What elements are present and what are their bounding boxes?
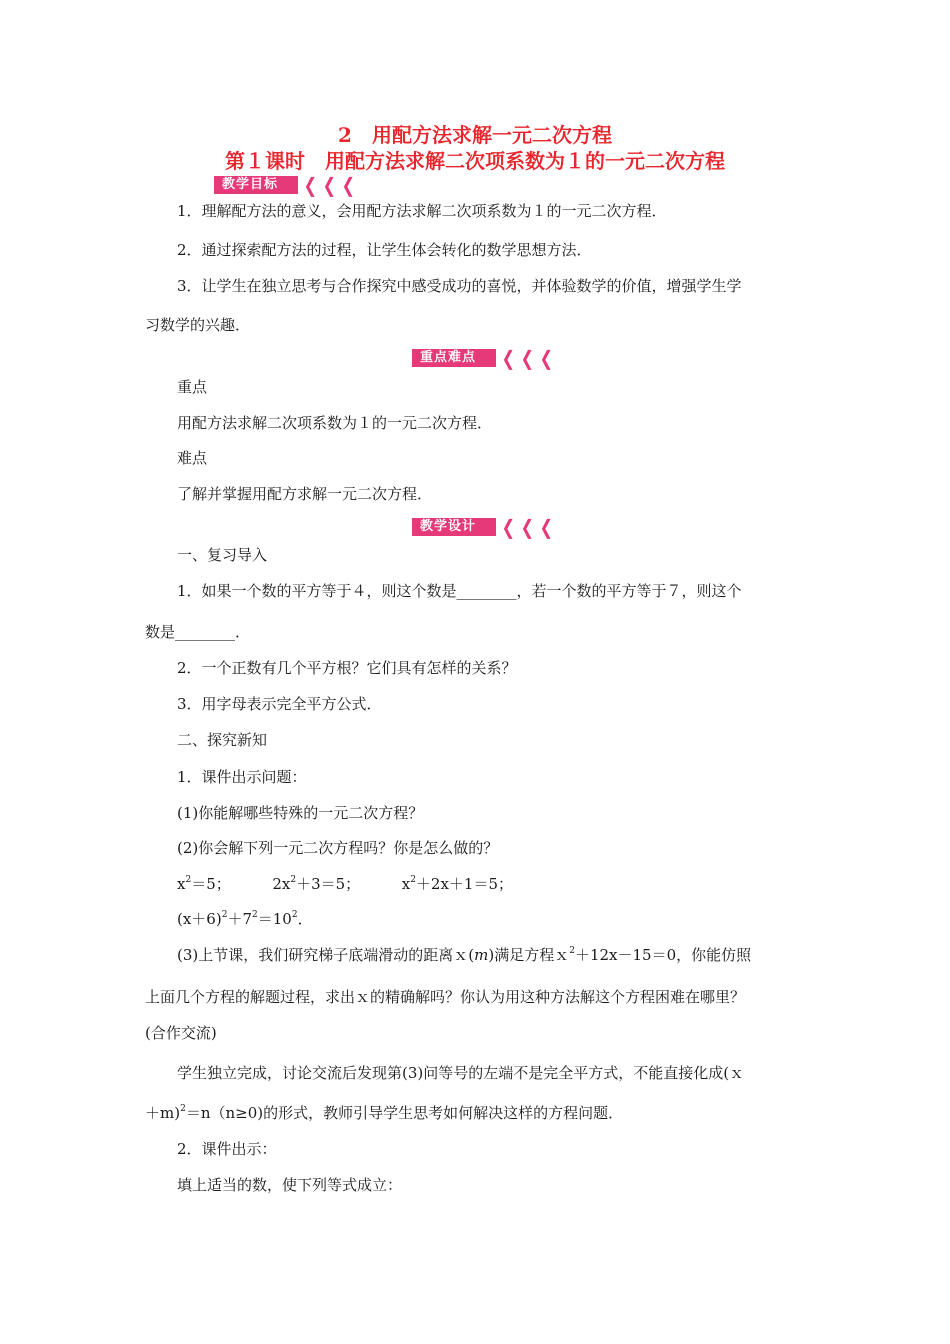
section-badge-key [412,347,556,369]
section-badge-goals [214,174,358,196]
chevrons-icon: ❮ ❮ ❮ [501,515,553,539]
section-badge-design [412,516,556,538]
explore-item-1-3-line-3: (合作交流) [145,1024,217,1042]
explore-item-1-1: (1)你能解哪些特殊的一元二次方程？ [177,804,424,822]
explore-item-2-1: 填上适当的数，使下列等式成立： [177,1176,403,1194]
section-label: 教学目标 [214,176,298,194]
section-label: 重点难点 [412,349,496,367]
chevrons-icon: ❮ ❮ ❮ [303,173,355,197]
goal-3-line-2: 习数学的兴趣． [145,316,251,334]
question-2: 2．一个正数有几个平方根？它们具有怎样的关系？ [177,659,517,677]
equation-3: $x^2+2x+1=5$； [401,875,514,893]
explore-item-1-3-line-2: 上面几个方程的解题过程，求出ｘ的精确解吗？你认为用这种方法解这个方程困难在哪里？ [145,988,746,1006]
difficulty-heading: 难点 [177,449,208,467]
key-point-heading: 重点 [177,378,208,396]
section-label: 教学设计 [412,518,496,536]
review-heading: 一、复习导入 [177,546,268,564]
goal-3-line-1: 3．让学生在独立思考与合作探究中感受成功的喜悦，并体验数学的价值，增强学生学 [177,277,742,295]
equation-2: $2x^2+3=5$； [272,875,361,893]
lesson-subtitle: 第１课时 用配方法求解二次项系数为１的一元二次方程 [225,149,725,173]
question-1-line-1: 1．如果一个数的平方等于４，则这个数是________，若一个数的平方等于７，则这个 [177,582,742,600]
goal-1: 1．理解配方法的意义，会用配方法求解二次项系数为１的一元二次方程． [177,202,667,220]
explore-item-1-2: (2)你会解下列一元二次方程吗？你是怎么做的？ [177,839,499,857]
goal-2: 2．通过探索配方法的过程，让学生体会转化的数学思想方法． [177,241,592,259]
student-work-line-2: ＋m)$^2$＝n（n≥0)的形式，教师引导学生思考如何解决这样的方程问题． [145,1104,624,1122]
lesson-title: 2 用配方法求解一元二次方程 [338,123,612,147]
explore-item-2: 2．课件出示： [177,1140,277,1158]
difficulty-text: 了解并掌握用配方求解一元二次方程． [177,485,433,503]
chevrons-icon: ❮ ❮ ❮ [501,346,553,370]
question-1-line-2: 数是________． [145,623,251,641]
equation-1: $x^2=5$； [177,875,231,893]
key-point-text: 用配方法求解二次项系数为１的一元二次方程． [177,414,493,432]
explore-heading: 二、探究新知 [177,731,268,749]
equations-row [177,874,513,894]
explore-item-1-3-line-1: (3)上节课，我们研究梯子底端滑动的距离ｘ(m)满足方程ｘ$^2$＋12x－15＝0，你能仿照 [177,946,752,964]
question-3: 3．用字母表示完全平方公式． [177,695,382,713]
explore-item-1: 1．课件出示问题： [177,768,307,786]
equation-4: $(x+6)^2+7^2=10^2$． [177,910,313,928]
student-work-line-1: 学生独立完成，讨论交流后发现第(3)问等号的左端不是完全平方式，不能直接化成(ｘ [177,1064,745,1082]
